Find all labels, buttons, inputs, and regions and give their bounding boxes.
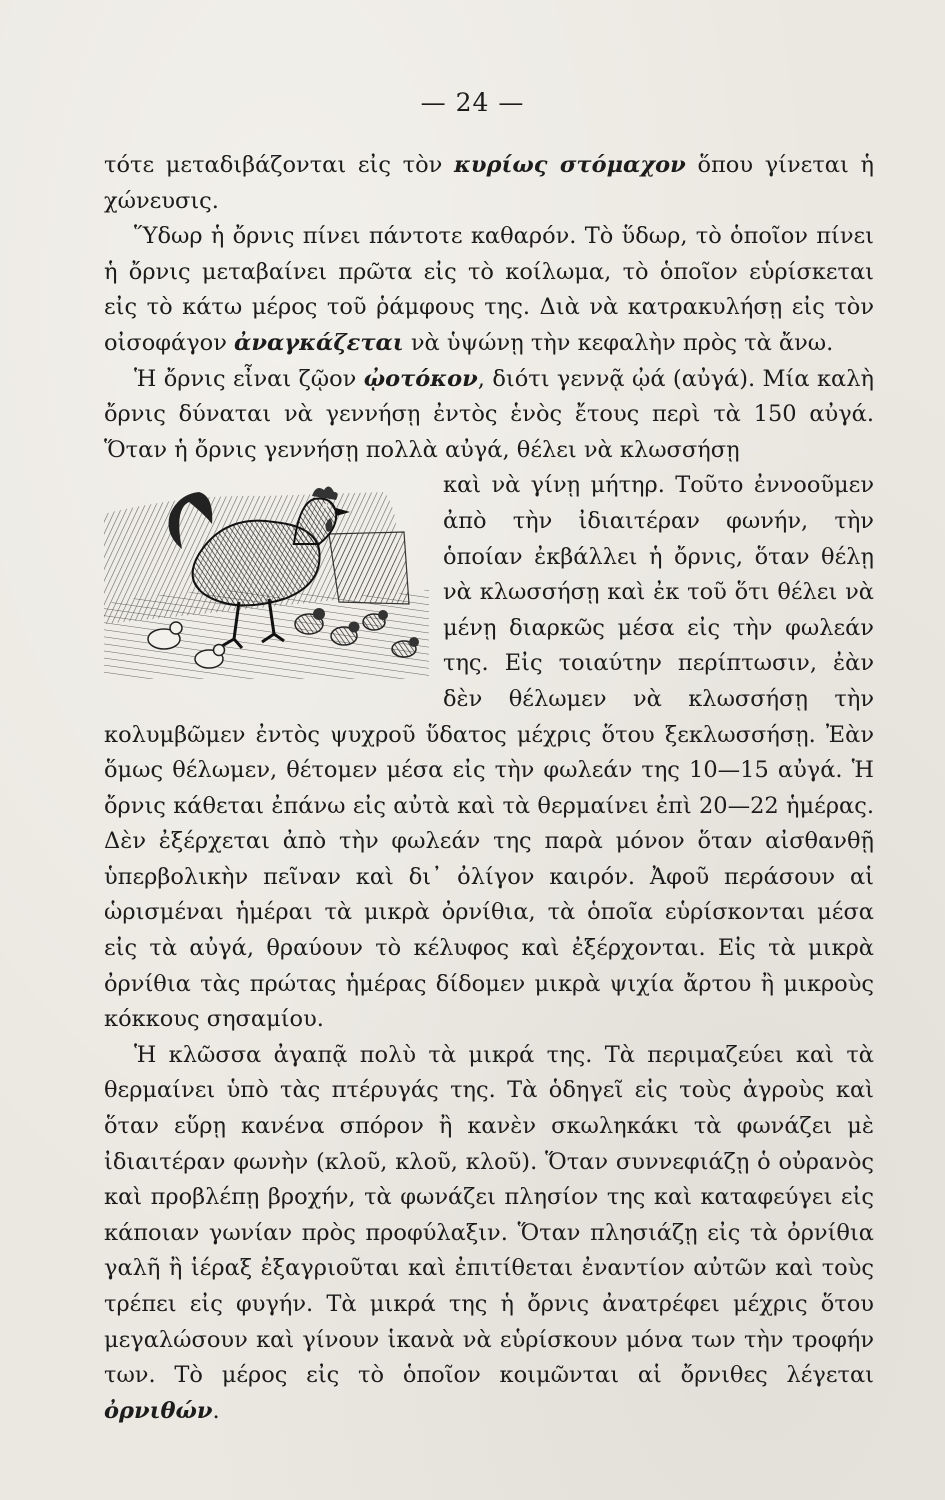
- paragraph-text: τότε μεταδιβάζονται εἰς τὸν: [104, 152, 455, 178]
- emphasis-term: ἀναγκάζεται: [234, 329, 404, 356]
- paragraph-text: Ὕδωρ ἡ ὄρνις πίνει πάντοτε καθαρόν. Τὸ ὕδωρ, τὸ ὁποῖον πίνει ἡ ὄρνις μεταβαίνει πρῶτα εἰς τὸ κοίλωμα, τὸ ὁποῖον εὑρίσκεται εἰς τὸ κάτω μέρος τοῦ ῥάμφους της. Διὰ νὰ κατρακυλήσῃ εἰς τὸν οἰσοφάγον: [104, 223, 874, 356]
- paragraph-eggs: [104, 362, 874, 469]
- emphasis-term: ὀρνιθών: [104, 1397, 213, 1424]
- paragraph-text: Ἡ ὄρνις εἶναι ζῷον: [134, 365, 364, 392]
- paragraph-mother-hen: [104, 1038, 874, 1430]
- paragraph-water: [104, 219, 874, 361]
- hen-illustration: [104, 474, 429, 679]
- paragraph-text: ὅπου γίνεται ἡ χώνευσις.: [104, 152, 874, 214]
- paragraph-digestion: [104, 148, 874, 219]
- paragraph-text: Ἡ κλῶσσα ἀγαπᾷ πολὺ τὰ μικρά της. Τὰ περιμαζεύει καὶ τὰ θερμαίνει ὑπὸ τὰς πτέρυγάς της. Τὰ ὁδηγεῖ εἰς τοὺς ἀγροὺς καὶ ὅταν εὕρῃ κανένα σπόρον ἢ κανὲν σκωληκάκι τὰ φωνάζει μὲ ἰδιαιτέραν φωνὴν (κλοῦ, κλοῦ, κλοῦ). Ὅταν συννεφιάζῃ ὁ οὐρανὸς καὶ προβλέπῃ βροχήν, τὰ φωνάζει πλησίον της καὶ καταφεύγει εἰς κάποιαν γωνίαν πρὸς προφύλαξιν. Ὅταν πλησιάζῃ εἰς τὰ ὀρνίθια γαλῆ ἢ ἱέραξ ἐξαγριοῦται καὶ ἐπιτίθεται ἐναντίον αὐτῶν καὶ τοὺς τρέπει εἰς φυγήν. Τὰ μικρά της ἡ ὄρνις ἀνατρέφει μέχρις ὅτου μεγαλώσουν καὶ γίνουν ἱκανὰ νὰ εὑρίσκουν μόνα των τὴν τροφήν των. Τὸ μέρος εἰς τὸ ὁποῖον κοιμῶνται αἱ ὄρνιθες λέγεται: [104, 1041, 874, 1389]
- paragraph-text: , διότι γεννᾷ ᾠά (αὐγά). Μία καλὴ ὄρνις δύναται νὰ γεννήσῃ ἐντὸς ἑνὸς ἔτους περὶ τὰ 150 αὐγά. Ὅταν ἡ ὄρνις γεννήσῃ πολλὰ αὐγά, θέλει νὰ κλωσσήσῃ: [104, 365, 874, 463]
- hen-with-chicks-engraving: [104, 474, 429, 679]
- body-text: [104, 148, 874, 1429]
- emphasis-term: ᾠοτόκον: [363, 365, 478, 392]
- paragraph-text: καὶ νὰ γίνῃ μήτηρ. Τοῦτο ἐννοοῦμεν ἀπὸ τὴν ἰδιαιτέραν φωνήν, τὴν ὁποίαν ἐκβάλλει ἡ ὄρνις, ὅταν θέλῃ νὰ κλωσσήσῃ καὶ ἐκ τοῦ ὅτι θέλει νὰ μένῃ διαρκῶς μέσα εἰς τὴν φωλεάν της. Εἰς τοιαύτην περίπτωσιν, ἐὰν δὲν θέλωμεν νὰ κλωσσήσῃ τὴν κολυμβῶμεν ἐντὸς ψυχροῦ ὕδατος μέχρις ὅτου ξεκλωσσήσῃ. Ἐὰν ὅμως θέλωμεν, θέτομεν μέσα εἰς τὴν φωλεάν της 10—15 αὐγά. Ἡ ὄρνις κάθεται ἐπάνω εἰς αὐτὰ καὶ τὰ θερμαίνει ἐπὶ 20—22 ἡμέρας. Δὲν ἐξέρχεται ἀπὸ τὴν φωλεάν της παρὰ μόνον ὅταν αἰσθανθῇ ὑπερβολικὴν πεῖναν καὶ δι᾽ ὀλίγον καιρόν. Ἀφοῦ περάσουν αἱ ὡρισμέναι ἡμέραι τὰ μικρὰ ὀρνίθια, τὰ ὁποῖα εὑρίσκονται μέσα εἰς τὰ αὐγά, θραύουν τὸ κέλυφος καὶ ἐξέρχονται. Εἰς τὰ μικρὰ ὀρνίθια τὰς πρώτας ἡμέρας δίδομεν μικρὰ ψιχία ἄρτου ἢ μικροὺς κόκκους σησαμίου.: [104, 472, 874, 1033]
- emphasis-term: κυρίως στόμαχον: [454, 152, 686, 178]
- page-number: — 24 —: [420, 88, 525, 117]
- paragraph-text: .: [212, 1397, 220, 1424]
- paragraph-text: νὰ ὑψώνῃ τὴν κεφαλὴν πρὸς τὰ ἄνω.: [403, 329, 834, 356]
